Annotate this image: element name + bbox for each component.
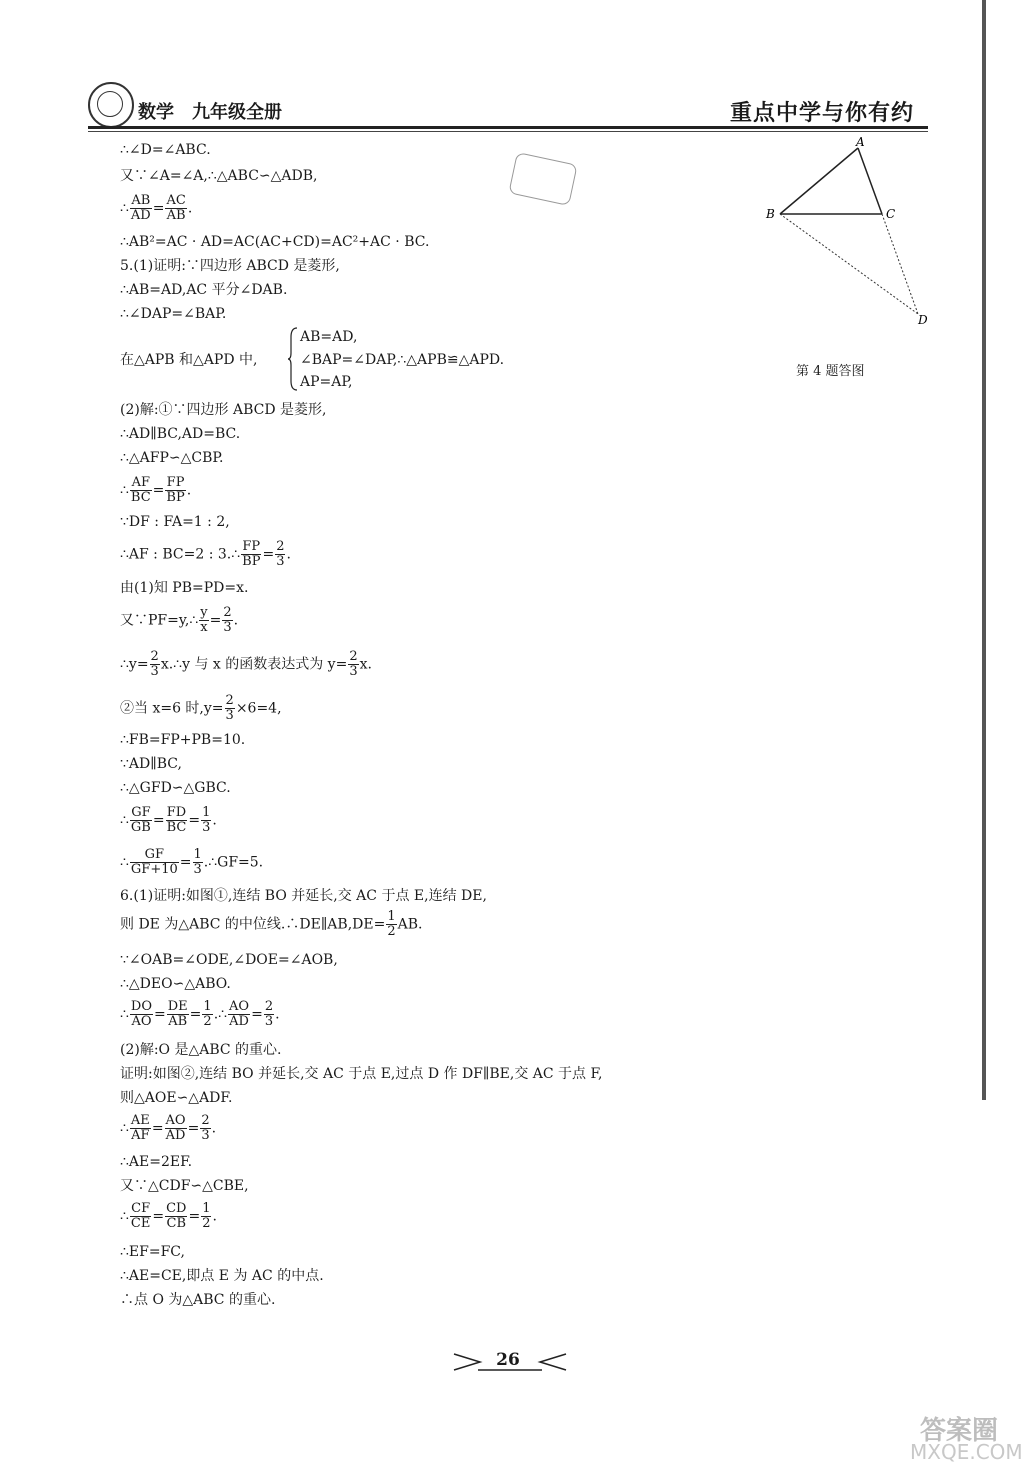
header-rule-thin — [88, 131, 928, 132]
fraction-line: ∴AF : BC=2 : 3.∴ $\frac{FP}{BP}$ = $\frac{2}{3}$ . — [120, 539, 291, 569]
text-line: ∴△GFD∽△GBC. — [120, 780, 231, 796]
text-line: ∴AE=CE,即点 E 为 AC 的中点. — [120, 1268, 324, 1284]
text-line: ∴AB²=AC · AD=AC(AC+CD)=AC²+AC · BC. — [120, 234, 430, 250]
system-row: AB=AD, — [300, 329, 358, 345]
text-line: ∵DF : FA=1 : 2, — [120, 514, 230, 530]
text-line: (2)解:①∵四边形 ABCD 是菱形, — [120, 402, 327, 418]
text-line: ∴AB=AD,AC 平分∠DAB. — [120, 282, 288, 298]
header-brand: 重点中学与你有约 — [730, 101, 915, 126]
fraction-line: 则 DE 为△ABC 的中位线.∴DE∥AB,DE= $\frac{1}{2}$ AB. — [120, 909, 423, 939]
text-line: (2)解:O 是△ABC 的重心. — [120, 1042, 282, 1058]
watermark-logo: 答案圈 — [920, 1416, 999, 1446]
fraction-line: ∴ $\frac{AB}{AD}$ = $\frac{AC}{AB}$ . — [120, 193, 193, 223]
text-line: 又∵△CDF∽△CBE, — [120, 1178, 249, 1194]
point-label-b: B — [766, 207, 775, 221]
fraction-line: ∴ $\frac{DO}{AO}$ = $\frac{DE}{AB}$ = $\frac{1}{2}$ .∴ $\frac{AO}{AD}$ = $\frac{2}{3}$ . — [120, 999, 280, 1029]
brace-icon — [288, 327, 298, 389]
fraction-line: ∴ $\frac{GF}{GF+10}$ = $\frac{1}{3}$ .∴GF=5. — [120, 847, 264, 877]
text-line: ∴FB=FP+PB=10. — [120, 732, 246, 748]
text-line: 6.(1)证明:如图①,连结 BO 并延长,交 AC 于点 E,连结 DE, — [120, 888, 487, 904]
page-edge-bar — [982, 0, 986, 1100]
point-label-d: D — [918, 313, 928, 327]
school-logo-icon — [88, 82, 134, 128]
page-number: 26 — [496, 1350, 520, 1370]
fraction-line: 又∵PF=y,∴ $\frac{y}{x}$ = $\frac{2}{3}$ . — [120, 605, 239, 635]
figure-caption: 第 4 题答图 — [796, 364, 865, 379]
system-row: AP=AP, — [300, 374, 353, 390]
fraction-line: ∴ $\frac{AF}{BC}$ = $\frac{FP}{BP}$ . — [120, 475, 192, 505]
header-subject: 数学 九年级全册 — [138, 102, 282, 123]
watermark-url: MXQE.COM — [910, 1440, 1023, 1464]
text-line: ∴点 O 为△ABC 的重心. — [120, 1292, 276, 1308]
system-row: ∠BAP=∠DAP,∴△APB≌△APD. — [300, 352, 505, 368]
triangle-figure — [760, 135, 940, 338]
text-line: 由(1)知 PB=PD=x. — [120, 580, 249, 596]
point-label-c: C — [886, 207, 896, 221]
text-line: ∵∠OAB=∠ODE,∠DOE=∠AOB, — [120, 952, 338, 968]
text-line: ∴AE=2EF. — [120, 1154, 193, 1170]
text-line: 则△AOE∽△ADF. — [120, 1090, 233, 1106]
text-line: ∵AD∥BC, — [120, 756, 182, 772]
point-label-a: A — [856, 135, 865, 149]
fraction-line: ②当 x=6 时,y= $\frac{2}{3}$ ×6=4, — [120, 693, 282, 723]
fraction-line: ∴ $\frac{AE}{AF}$ = $\frac{AO}{AD}$ = $\frac{2}{3}$ . — [120, 1113, 217, 1143]
text-line: 证明:如图②,连结 BO 并延长,交 AC 于点 E,过点 D 作 DF∥BE,交 AC 于点 F, — [120, 1066, 603, 1082]
header-rule — [88, 126, 928, 129]
fraction-line: ∴y= $\frac{2}{3}$ x.∴y 与 x 的函数表达式为 y= $\frac{2}{3}$ x. — [120, 649, 372, 679]
system-prefix: 在△APB 和△APD 中, — [120, 352, 258, 368]
stamp-icon — [508, 152, 577, 206]
text-line: 又∵∠A=∠A,∴△ABC∽△ADB, — [120, 168, 318, 184]
text-line: ∴AD∥BC,AD=BC. — [120, 426, 241, 442]
text-line: 5.(1)证明:∵四边形 ABCD 是菱形, — [120, 258, 340, 274]
fraction-line: ∴ $\frac{CF}{CE}$ = $\frac{CD}{CB}$ = $\frac{1}{2}$ . — [120, 1201, 217, 1231]
text-line: ∴EF=FC, — [120, 1244, 185, 1260]
fraction-line: ∴ $\frac{GF}{GB}$ = $\frac{FD}{BC}$ = $\frac{1}{3}$ . — [120, 805, 217, 835]
text-line: ∴∠D=∠ABC. — [120, 142, 211, 158]
text-line: ∴△DEO∽△ABO. — [120, 976, 231, 992]
text-line: ∴△AFP∽△CBP. — [120, 450, 224, 466]
text-line: ∴∠DAP=∠BAP. — [120, 306, 227, 322]
